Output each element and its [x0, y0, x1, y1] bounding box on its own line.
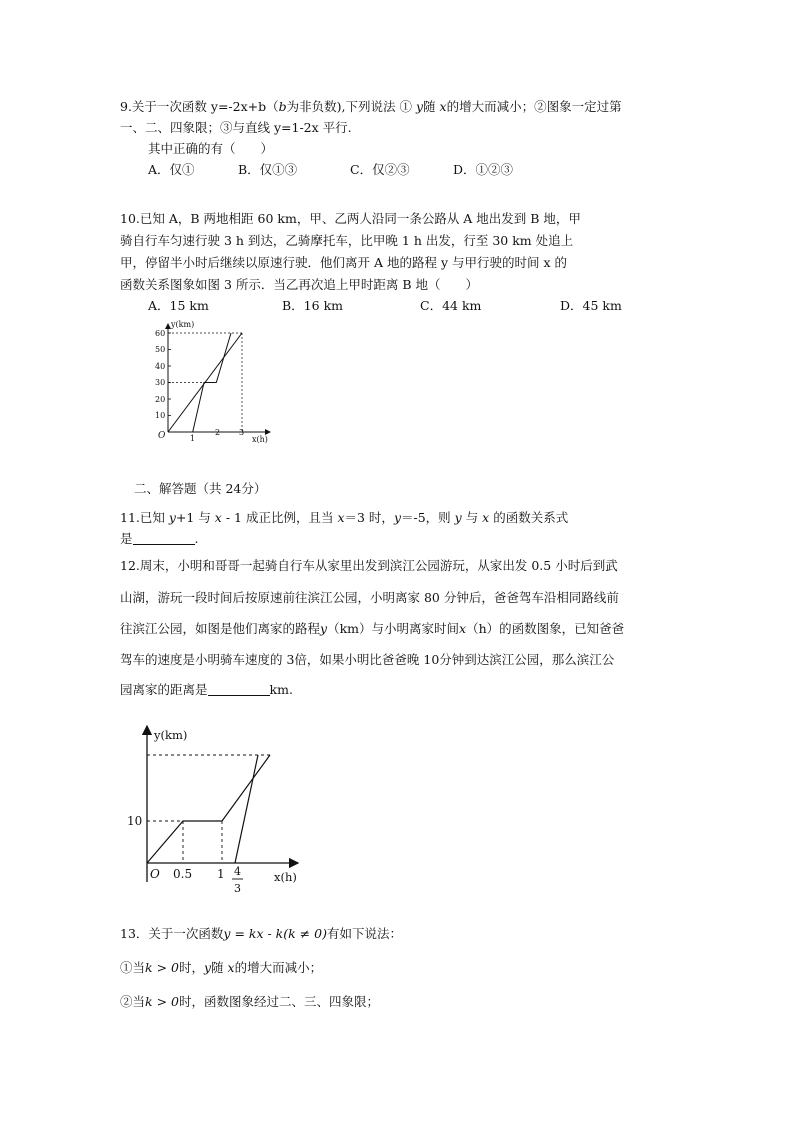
q12-graph	[120, 718, 310, 906]
q11-line2: 是 .	[120, 531, 199, 546]
q9-line3: 其中正确的有（ ）	[148, 141, 274, 156]
q12-frac-den: 3	[234, 882, 241, 895]
q13-line1: 13．关于一次函数y = kx - k(k ≠ 0)有如下说法：	[120, 926, 402, 941]
q12-line5: 园离家的距离是 km.	[120, 682, 293, 697]
q10-option-a: A．15 km	[148, 298, 209, 313]
q10-ytick-60: 60	[155, 329, 166, 338]
q10-ytick-50: 50	[155, 345, 166, 354]
q9-line2: 一、二、四象限；③与直线 y=1-2x 平行.	[120, 120, 352, 135]
q10-line4: 函数关系图象如图 3 所示．当乙再次追上甲时距离 B 地（ ）	[120, 277, 479, 292]
q12-xtick-05: 0.5	[173, 867, 193, 881]
q10-ytick-40: 40	[155, 362, 166, 371]
q12-line2: 山湖，游玩一段时间后按原速前往滨江公园，小明离家 80 分钟后，爸爸驾车沿相同路线前	[120, 590, 619, 605]
q10-x-label: x(h)	[252, 435, 268, 444]
q10-xtick-3: 3	[239, 428, 245, 437]
q10-option-c: C．44 km	[420, 298, 482, 313]
q12-line-dad	[235, 755, 258, 863]
q12-line1: 12.周末，小明和哥哥一起骑自行车从家里出发到滨江公园游玩，从家出发 0.5 小时后到武	[120, 558, 618, 573]
q12-line4: 驾车的速度是小明骑车速度的 3倍，如果小明比爸爸晚 10分钟到达滨江公园，那么滨江公	[120, 652, 615, 667]
q10-xtick-1: 1	[190, 434, 196, 443]
q12-x-label: x(h)	[274, 870, 297, 884]
q10-ytick-20: 20	[155, 395, 166, 404]
q10-ytick-30: 30	[155, 378, 166, 387]
q13-line2: ①当k > 0时，y随 x的增大而减小；	[120, 960, 323, 975]
section2-title: 二、解答题（共 24分）	[134, 481, 267, 496]
q12-xtick-1: 1	[217, 867, 225, 881]
q9-line1: 9.关于一次函数 y=-2x+b（b为非负数),下列说法 ① y随 x的增大而减小；②图象一定过第	[120, 99, 622, 114]
q10-y-label: y(km)	[171, 320, 195, 329]
q9-option-b: B．仅①③	[238, 162, 298, 177]
q10-option-b: B．16 km	[282, 298, 343, 313]
q9-option-d: D．①②③	[453, 162, 514, 177]
q10-ytick-10: 10	[155, 411, 166, 420]
q12-line3: 往滨江公园，如图是他们离家的路程y（km）与小明离家时间x（h）的函数图象，已知爸爸	[120, 621, 625, 636]
q11-line1: 11.已知 y+1 与 x - 1 成正比例，且当 x＝3 时，y＝-5，则 y 与 x 的函数关系式	[120, 510, 569, 525]
q10-origin: O	[158, 431, 166, 441]
q12-y-label: y(km)	[154, 728, 188, 742]
q10-line3: 甲，停留半小时后继续以原速行驶．他们离开 A 地的路程 y 与甲行驶的时间 x 的	[120, 255, 567, 270]
q10-line-yi	[193, 333, 231, 432]
q9-option-c: C．仅②③	[350, 162, 410, 177]
q9-option-a: A．仅①	[148, 162, 195, 177]
q12-ytick-10: 10	[127, 814, 143, 828]
q12-answer-blank[interactable]	[208, 681, 270, 696]
q10-xtick-2: 2	[215, 428, 221, 437]
q11-answer-blank[interactable]	[133, 530, 195, 545]
q10-option-d: D．45 km	[560, 298, 622, 313]
q12-origin: O	[150, 867, 160, 881]
q10-line1: 10.已知 A，B 两地相距 60 km，甲、乙两人沿同一条公路从 A 地出发到 B 地，甲	[120, 211, 581, 226]
q10-graph	[145, 318, 280, 448]
q12-frac-num: 4	[234, 865, 241, 878]
q10-line2: 骑自行车匀速行驶 3 h 到达，乙骑摩托车，比甲晚 1 h 出发，行至 30 km 处追上	[120, 233, 574, 248]
q13-line3: ②当k > 0时，函数图象经过二、三、四象限；	[120, 994, 379, 1009]
q12-line-xiaoming	[147, 755, 270, 863]
